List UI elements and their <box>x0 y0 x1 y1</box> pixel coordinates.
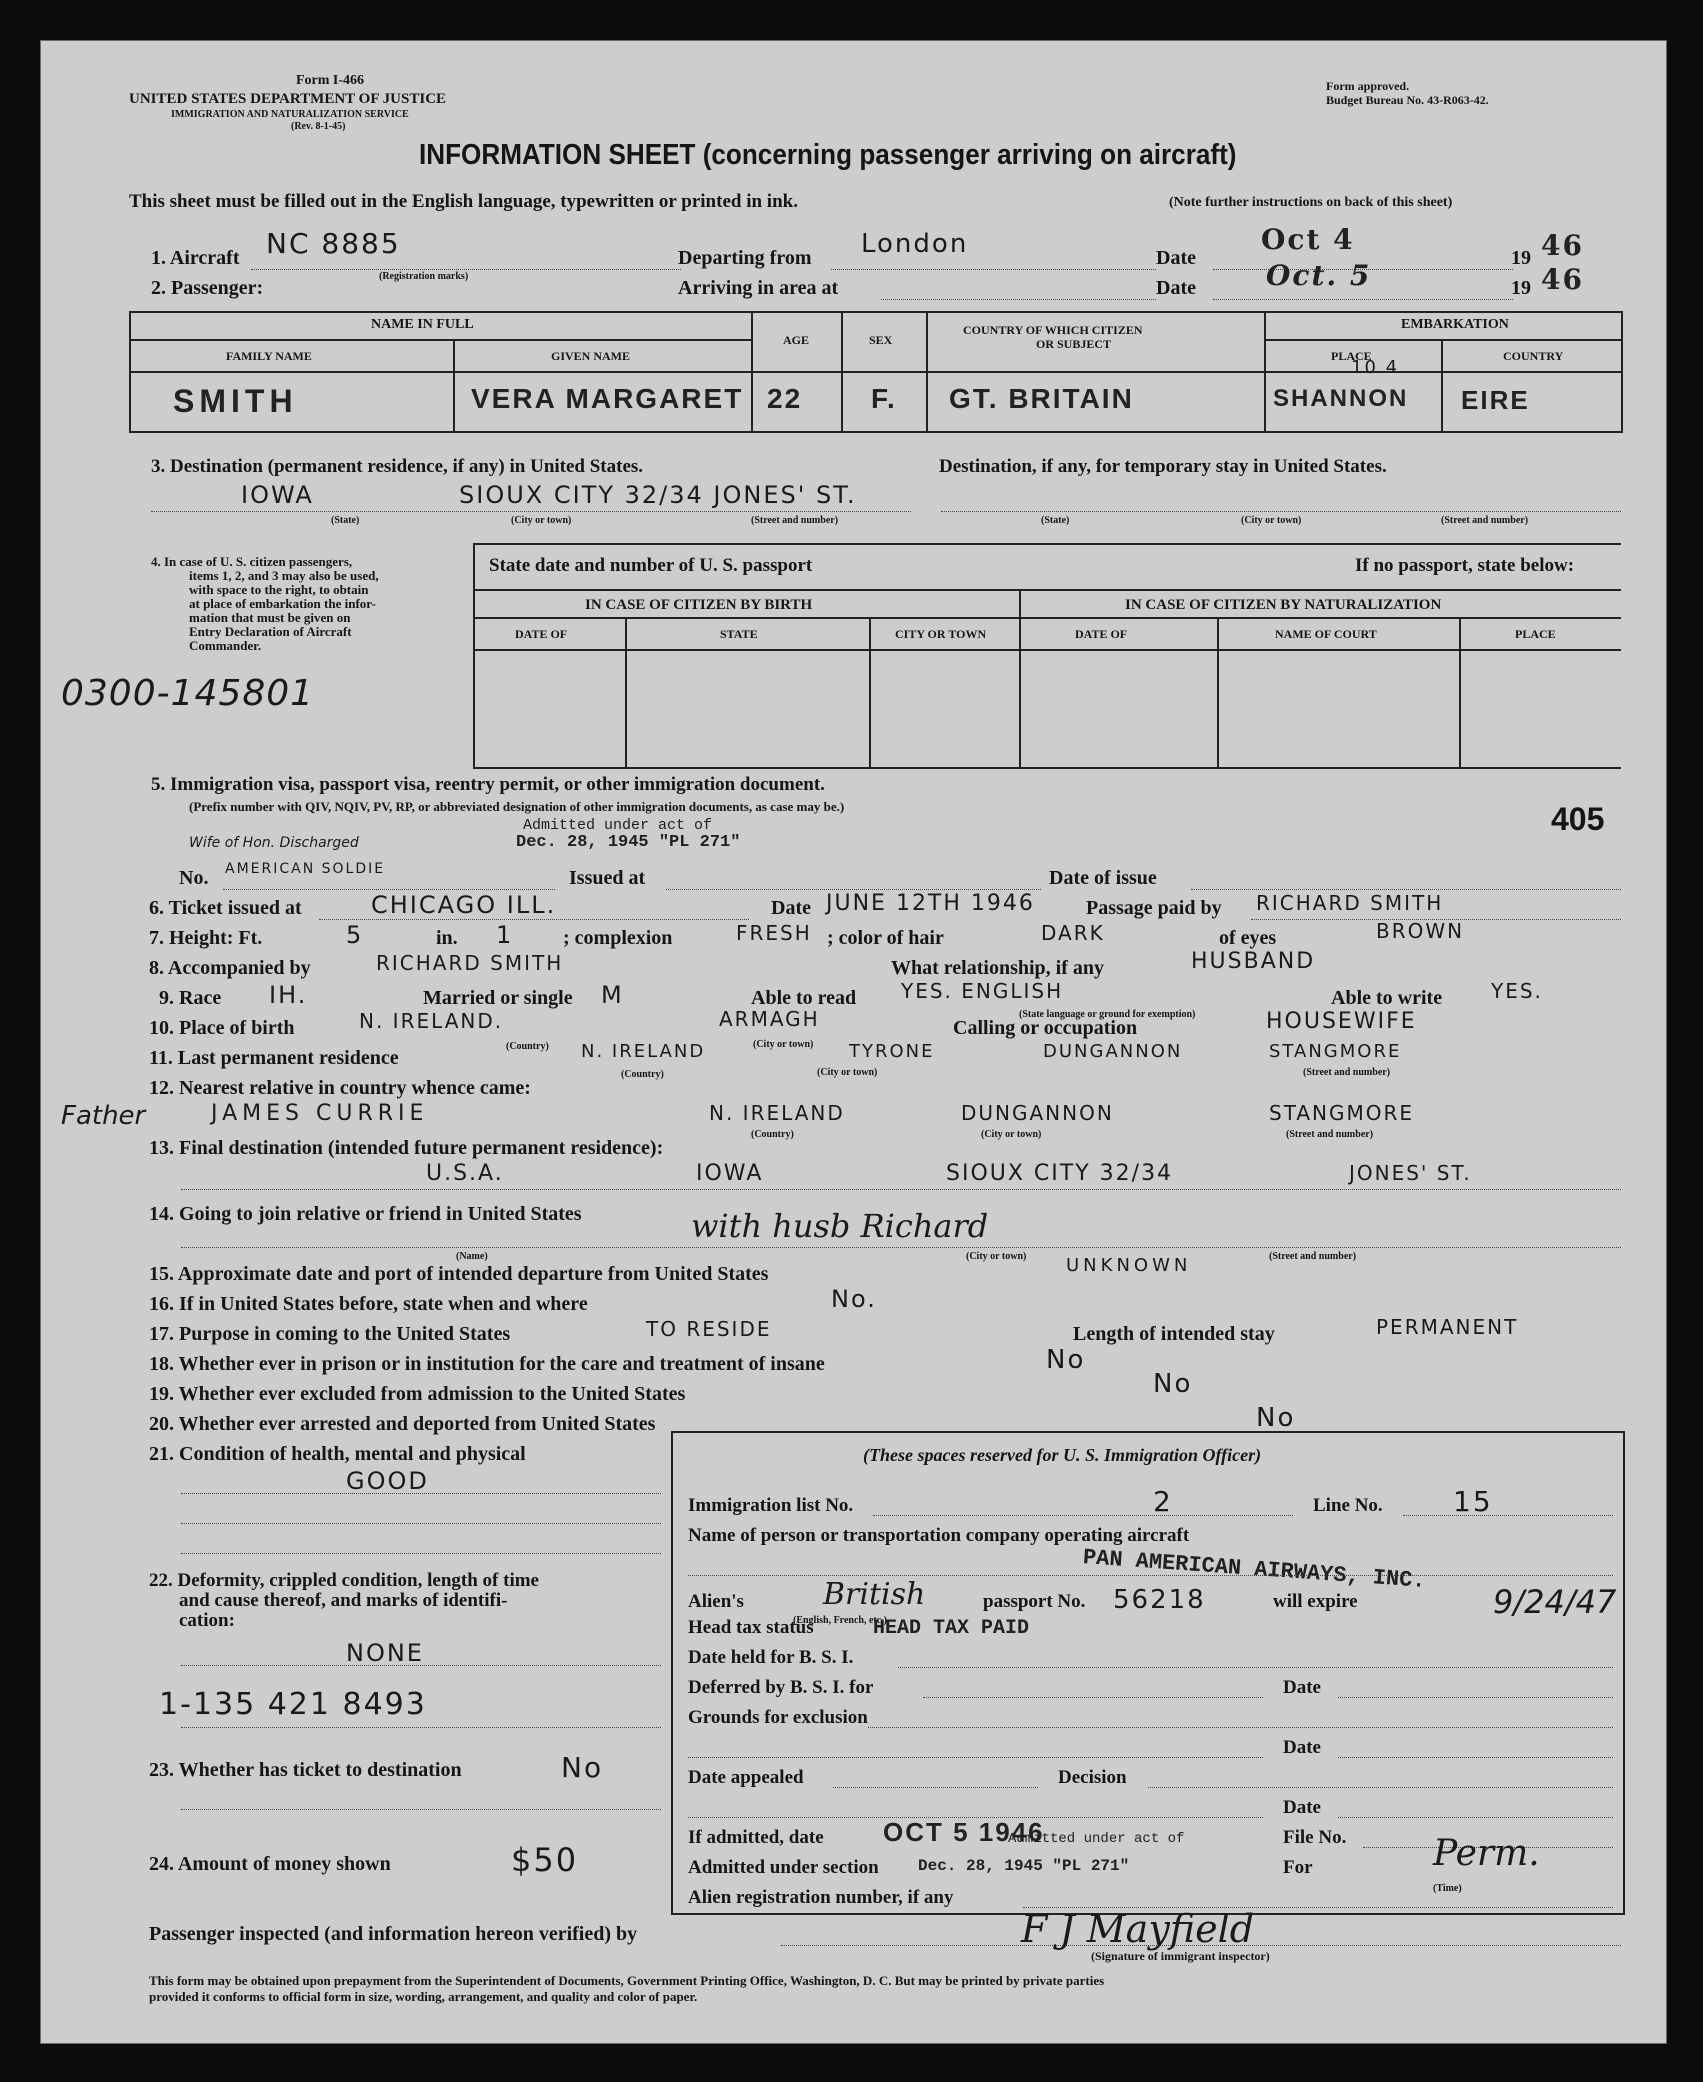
rule <box>1264 313 1266 431</box>
label-if-admitted: If admitted, date <box>688 1827 824 1848</box>
arrive-year-value: 46 <box>1541 263 1584 296</box>
rule <box>251 269 681 270</box>
label-aliens: Alien's <box>688 1591 744 1612</box>
rule <box>131 339 751 341</box>
footer-line-2: provided it conforms to official form in size, wording, arrangement, and quality and color of paper. <box>149 1989 698 2004</box>
sub-item5: (Prefix number with QIV, NQIV, PV, RP, or abbreviated designation of other immigration documents, as case may be.) <box>189 799 845 814</box>
final-country-value: U.S.A. <box>426 1161 504 1186</box>
department: UNITED STATES DEPARTMENT OF JUSTICE <box>129 91 447 107</box>
label-appealed: Date appealed <box>688 1767 804 1788</box>
rule <box>1403 1515 1613 1516</box>
occupation-value: HOUSEWIFE <box>1266 1009 1417 1034</box>
sub-street-2: (Street and number) <box>1441 515 1529 526</box>
header-family-name: FAMILY NAME <box>226 349 312 363</box>
label-imm-list: Immigration list No. <box>688 1495 854 1516</box>
form-number: Form I-466 <box>296 73 365 88</box>
sub-street-5: (Street and number) <box>1269 1251 1357 1262</box>
header-given-name: GIVEN NAME <box>551 349 631 363</box>
relationship-value: HUSBAND <box>1191 949 1316 974</box>
label-last-residence: 11. Last permanent residence <box>149 1047 399 1069</box>
footer-line-1: This form may be obtained upon prepayment from the Superintendent of Documents, Government Printing Office, Washington, D. C. But may be printed by private parties <box>149 1973 1105 1988</box>
money-value: $50 <box>511 1841 579 1879</box>
rule <box>1148 1787 1613 1788</box>
form-approved: Form approved. <box>1326 79 1410 93</box>
depart-date-value: Oct 4 <box>1261 223 1355 256</box>
final-city-value: SIOUX CITY 32/34 <box>946 1161 1174 1186</box>
rule <box>926 313 928 431</box>
service: IMMIGRATION AND NATURALIZATION SERVICE <box>171 109 409 120</box>
label-ticket-date: Date <box>771 897 811 919</box>
rule <box>1338 1817 1613 1818</box>
label-passage-paid: Passage paid by <box>1086 897 1222 919</box>
sub-city-6: (City or town) <box>966 1251 1027 1262</box>
for-time-value: Perm. <box>1433 1833 1540 1874</box>
rule <box>181 1523 661 1524</box>
rel-city-value: DUNGANNON <box>961 1101 1114 1125</box>
join-value: with husb Richard <box>691 1207 989 1245</box>
paid-by-value: RICHARD SMITH <box>1256 891 1444 915</box>
deported-value: No <box>1256 1403 1296 1433</box>
deformity-value: NONE <box>346 1639 424 1667</box>
rule <box>1459 617 1461 767</box>
final-street-value: JONES' ST. <box>1349 1161 1472 1185</box>
label-before: 16. If in United States before, state when and where <box>149 1293 588 1315</box>
res-country-value: N. IRELAND <box>581 1041 706 1062</box>
label-held-bsi: Date held for B. S. I. <box>688 1647 854 1668</box>
label-complexion: ; complexion <box>563 927 673 949</box>
race-value: IH. <box>269 981 308 1009</box>
instruction: This sheet must be filled out in the English language, typewritten or printed in ink. <box>129 191 798 212</box>
departure-value: UNKNOWN <box>1066 1255 1192 1276</box>
label-hair: ; color of hair <box>827 927 944 949</box>
label-no-passport: If no passport, state below: <box>1355 555 1575 576</box>
deformity-line: cation: <box>179 1610 235 1631</box>
label-health: 21. Condition of health, mental and physical <box>149 1443 526 1465</box>
married-value: M <box>601 981 624 1009</box>
final-state-value: IOWA <box>696 1161 764 1186</box>
label-file-no: File No. <box>1283 1827 1347 1848</box>
label-write: Able to write <box>1331 987 1443 1009</box>
label-join-relative: 14. Going to join relative or friend in United States <box>149 1203 582 1225</box>
col-date-of: DATE OF <box>515 627 568 641</box>
health-value: GOOD <box>346 1467 429 1495</box>
write-value: YES. <box>1491 979 1543 1003</box>
relative-prefix-value: Father <box>61 1101 146 1131</box>
height-ft-value: 5 <box>346 921 364 949</box>
rule <box>181 1809 661 1810</box>
label-accompanied: 8. Accompanied by <box>149 957 311 979</box>
officer-box <box>671 1431 1625 1915</box>
sub-city-3: (City or town) <box>753 1039 814 1050</box>
label-grounds: Grounds for exclusion <box>688 1707 868 1728</box>
sub-city-5: (City or town) <box>981 1129 1042 1140</box>
rule <box>1191 889 1621 890</box>
label-date-2: Date <box>1156 277 1196 299</box>
header-country: COUNTRY <box>1503 349 1564 363</box>
citizen-value: GT. BRITAIN <box>949 383 1134 414</box>
col-place: PLACE <box>1515 627 1556 641</box>
sub-country-3: (Country) <box>751 1129 794 1140</box>
label-money: 24. Amount of money shown <box>149 1853 391 1875</box>
nationality-value: British <box>823 1577 926 1612</box>
sub-street: (Street and number) <box>751 515 839 526</box>
given-name-value: VERA MARGARET <box>471 383 744 414</box>
line-no-value: 15 <box>1453 1485 1493 1518</box>
rule <box>1441 339 1443 431</box>
admit-stamp-2: Dec. 28, 1945 "PL 271" <box>516 833 741 852</box>
rule <box>1217 617 1219 767</box>
rule <box>898 1667 1613 1668</box>
label-occupation: Calling or occupation <box>953 1017 1138 1039</box>
label-aircraft: 1. Aircraft <box>151 247 240 269</box>
passport-no-value: 56218 <box>1113 1585 1206 1615</box>
officer-heading: (These spaces reserved for U. S. Immigration Officer) <box>863 1445 1262 1465</box>
arrive-date-value: Oct. 5 <box>1266 259 1372 292</box>
head-tax-value: HEAD TAX PAID <box>873 1617 1030 1640</box>
label-line-no: Line No. <box>1313 1495 1383 1516</box>
rule <box>941 511 1621 512</box>
dest-city-value: SIOUX CITY 32/34 JONES' ST. <box>459 481 857 509</box>
label-passport-question: State date and number of U. S. passport <box>489 555 813 576</box>
rule <box>151 511 911 512</box>
label-date-1: Date <box>1156 247 1196 269</box>
imm-list-value: 2 <box>1153 1485 1173 1518</box>
stay-value: PERMANENT <box>1376 1315 1519 1339</box>
label-decision-date: Date <box>1283 1797 1321 1818</box>
depart-year-value: 46 <box>1541 229 1584 262</box>
deformity-line: 22. Deformity, crippled condition, length of time <box>149 1570 539 1591</box>
label-year-2: 19 <box>1511 277 1531 299</box>
col-city: CITY OR TOWN <box>895 627 987 641</box>
complexion-value: FRESH <box>736 921 812 945</box>
purpose-value: TO RESIDE <box>646 1317 772 1341</box>
sub-english: (English, French, etc.) <box>793 1615 887 1626</box>
header-name-in-full: NAME IN FULL <box>371 317 474 332</box>
rule <box>475 617 1621 619</box>
information-sheet <box>40 40 1667 2044</box>
rule <box>475 649 1621 651</box>
emb-note-value: 10 4 <box>1351 357 1400 378</box>
label-decision: Decision <box>1058 1767 1127 1788</box>
rule <box>625 617 627 767</box>
deformity-label <box>149 1571 539 1631</box>
sub-signature: (Signature of immigrant inspector) <box>1091 1949 1270 1963</box>
ticket-dest-value: No <box>561 1751 604 1784</box>
rule <box>223 889 555 890</box>
res-town-value: DUNGANNON <box>1043 1041 1183 1062</box>
label-departing: Departing from <box>678 247 812 269</box>
label-arriving: Arriving in area at <box>678 277 839 299</box>
sub-time: (Time) <box>1433 1883 1462 1894</box>
relative-name-value: JAMES CURRIE <box>211 1101 429 1126</box>
page-number: 405 <box>1551 801 1605 837</box>
hair-value: DARK <box>1041 921 1105 945</box>
label-passport-no: passport No. <box>983 1591 1086 1612</box>
eyes-value: BROWN <box>1376 919 1465 943</box>
sub-country: (Country) <box>506 1041 549 1052</box>
revision: (Rev. 8-1-45) <box>291 121 346 132</box>
ticket-date-value: JUNE 12TH 1946 <box>826 891 1035 916</box>
header-place: PLACE <box>1331 349 1372 363</box>
rule <box>453 339 455 431</box>
rule <box>1213 299 1513 300</box>
ticket-at-value: CHICAGO ILL. <box>371 891 557 919</box>
header-sex: SEX <box>869 333 893 347</box>
label-eyes: of eyes <box>1219 927 1277 949</box>
label-relationship: What relationship, if any <box>891 957 1104 979</box>
rel-country-value: N. IRELAND <box>709 1101 845 1125</box>
rule <box>868 1727 1613 1728</box>
item4-line: Commander. <box>189 638 262 653</box>
header-or-subject: OR SUBJECT <box>1036 337 1112 351</box>
header-by-birth: IN CASE OF CITIZEN BY BIRTH <box>585 597 813 613</box>
aircraft-value: NC 8885 <box>266 227 401 260</box>
rule <box>181 1247 1621 1248</box>
label-read: Able to read <box>751 987 857 1009</box>
sub-state: (State) <box>331 515 360 526</box>
label-deported: 20. Whether ever arrested and deported from United States <box>149 1413 656 1435</box>
prison-value: No <box>1046 1345 1086 1375</box>
label-temp-destination: Destination, if any, for temporary stay in United States. <box>939 456 1387 477</box>
family-name-value: SMITH <box>173 383 298 419</box>
sub-street-3: (Street and number) <box>1303 1067 1391 1078</box>
label-admitted-under: Admitted under section <box>688 1857 879 1878</box>
inspector-signature: F J Mayfield <box>1021 1907 1255 1951</box>
deformity-line: and cause thereof, and marks of identifi- <box>179 1590 508 1611</box>
rule <box>1338 1757 1613 1758</box>
sub-street-4: (Street and number) <box>1286 1129 1374 1140</box>
rule <box>688 1757 1263 1758</box>
item4-line: at place of embarkation the infor- <box>189 596 376 611</box>
emb-place-value: SHANNON <box>1273 385 1409 412</box>
label-inspected: Passenger inspected (and information hereon verified) by <box>149 1923 638 1945</box>
label-final-destination: 13. Final destination (intended future permanent residence): <box>149 1137 664 1159</box>
note: (Note further instructions on back of this sheet) <box>1169 195 1453 210</box>
rule <box>881 299 1156 300</box>
birth-country-value: N. IRELAND. <box>359 1009 504 1033</box>
admit-stamp-1: Admitted under act of <box>523 817 713 834</box>
label-passenger: 2. Passenger: <box>151 277 264 299</box>
item4-line: mation that must be given on <box>189 610 351 625</box>
label-head-tax: Head tax status <box>688 1617 814 1638</box>
rule <box>475 589 1621 591</box>
label-for: For <box>1283 1857 1313 1878</box>
rule <box>181 1553 661 1554</box>
rule <box>1019 589 1021 767</box>
col-date-of-2: DATE OF <box>1075 627 1128 641</box>
rule <box>873 1515 1293 1516</box>
rule <box>181 1727 661 1728</box>
header-embarkation: EMBARKATION <box>1401 317 1509 332</box>
item4-line: items 1, 2, and 3 may also be used, <box>189 568 379 583</box>
visa-note-value: Wife of Hon. Discharged <box>189 835 359 851</box>
rule <box>666 889 1041 890</box>
label-excluded: 19. Whether ever excluded from admission to the United States <box>149 1383 686 1405</box>
page-title: INFORMATION SHEET (concerning passenger arriving on aircraft) <box>419 139 1237 171</box>
item4-line: Entry Declaration of Aircraft <box>189 624 352 639</box>
header-by-naturalization: IN CASE OF CITIZEN BY NATURALIZATION <box>1125 597 1442 613</box>
sub-city: (City or town) <box>511 515 572 526</box>
rule <box>841 313 843 431</box>
label-transport: Name of person or transportation company operating aircraft <box>688 1525 1190 1546</box>
passport-table <box>473 543 1621 769</box>
label-race: 9. Race <box>159 987 222 1009</box>
emb-country-value: EIRE <box>1461 385 1530 415</box>
header-age: AGE <box>783 333 810 347</box>
excluded-value: No <box>1153 1369 1193 1399</box>
label-item5: 5. Immigration visa, passport visa, reentry permit, or other immigration document. <box>151 774 825 795</box>
res-street-value: STANGMORE <box>1269 1041 1402 1062</box>
label-issued-at: Issued at <box>569 867 646 889</box>
rel-street-value: STANGMORE <box>1269 1101 1415 1125</box>
item4-line: with space to the right, to obtain <box>189 582 369 597</box>
label-in: in. <box>436 927 458 949</box>
read-value: YES. ENGLISH <box>901 979 1064 1003</box>
rule <box>1338 1697 1613 1698</box>
sub-city-2: (City or town) <box>1241 515 1302 526</box>
label-will-expire: will expire <box>1273 1591 1358 1612</box>
rule <box>833 1787 1038 1788</box>
label-departure: 15. Approximate date and port of intended departure from United States <box>149 1263 769 1285</box>
label-item4: 4. In case of U. S. citizen passengers, <box>151 554 353 569</box>
rule <box>319 919 749 920</box>
col-court: NAME OF COURT <box>1275 627 1377 641</box>
admit-stamp-4: Dec. 28, 1945 "PL 271" <box>918 1857 1130 1875</box>
height-in-value: 1 <box>496 921 514 949</box>
label-deferred-date: Date <box>1283 1677 1321 1698</box>
rule <box>923 1697 1263 1698</box>
label-deferred: Deferred by B. S. I. for <box>688 1677 874 1698</box>
label-grounds-date: Date <box>1283 1737 1321 1758</box>
expire-value: 9/24/47 <box>1493 1583 1617 1621</box>
dest-state-value: IOWA <box>241 481 314 509</box>
admit-stamp-3: Admitted under act of <box>1008 1831 1185 1847</box>
label-no: No. <box>179 867 209 889</box>
sub-state-2: (State) <box>1041 515 1070 526</box>
label-date-issue: Date of issue <box>1049 867 1157 889</box>
item4-notes <box>189 569 379 653</box>
header-country-citizen: COUNTRY OF WHICH CITIZEN <box>963 323 1143 337</box>
label-alien-reg: Alien registration number, if any <box>688 1887 954 1908</box>
label-height: 7. Height: Ft. <box>149 927 263 949</box>
rule <box>831 269 1156 270</box>
sub-registration: (Registration marks) <box>379 271 469 282</box>
transport-value: PAN AMERICAN AIRWAYS, INC. <box>1082 1545 1427 1594</box>
label-ticket-dest: 23. Whether has ticket to destination <box>149 1759 462 1781</box>
col-state: STATE <box>720 627 758 641</box>
label-married: Married or single <box>423 987 573 1009</box>
visa-no-value: AMERICAN SOLDIE <box>225 861 386 877</box>
id-number-value: 1-135 421 8493 <box>159 1687 427 1722</box>
label-ticket-issued: 6. Ticket issued at <box>149 897 302 919</box>
sex-value: F. <box>871 383 897 414</box>
sub-name: (Name) <box>456 1251 488 1262</box>
label-purpose: 17. Purpose in coming to the United States <box>149 1323 511 1345</box>
before-value: No. <box>831 1285 877 1313</box>
label-birthplace: 10. Place of birth <box>149 1017 295 1039</box>
age-value: 22 <box>767 383 803 414</box>
rule <box>181 1493 661 1494</box>
departing-value: London <box>861 229 969 259</box>
sub-language: (State language or ground for exemption) <box>1019 1009 1196 1020</box>
label-length-stay: Length of intended stay <box>1073 1323 1275 1345</box>
rule <box>181 1189 1621 1190</box>
name-table <box>129 311 1623 433</box>
accompanied-value: RICHARD SMITH <box>376 951 564 975</box>
label-prison: 18. Whether ever in prison or in institution for the care and treatment of insane <box>149 1353 825 1375</box>
rule <box>869 617 871 767</box>
birth-city-value: ARMAGH <box>719 1007 820 1031</box>
sub-country-2: (Country) <box>621 1069 664 1080</box>
label-year-1: 19 <box>1511 247 1531 269</box>
res-city-value: TYRONE <box>849 1041 935 1062</box>
passport-number-value: 0300-145801 <box>61 673 315 714</box>
rule <box>751 313 753 431</box>
sub-city-4: (City or town) <box>817 1067 878 1078</box>
rule <box>181 1665 661 1666</box>
label-nearest-relative: 12. Nearest relative in country whence came: <box>149 1077 531 1099</box>
admit-date-value: OCT 5 1946 <box>883 1817 1045 1847</box>
rule <box>688 1575 1613 1576</box>
budget-bureau: Budget Bureau No. 43-R063-42. <box>1326 93 1489 107</box>
label-destination: 3. Destination (permanent residence, if any) in United States. <box>151 456 644 477</box>
